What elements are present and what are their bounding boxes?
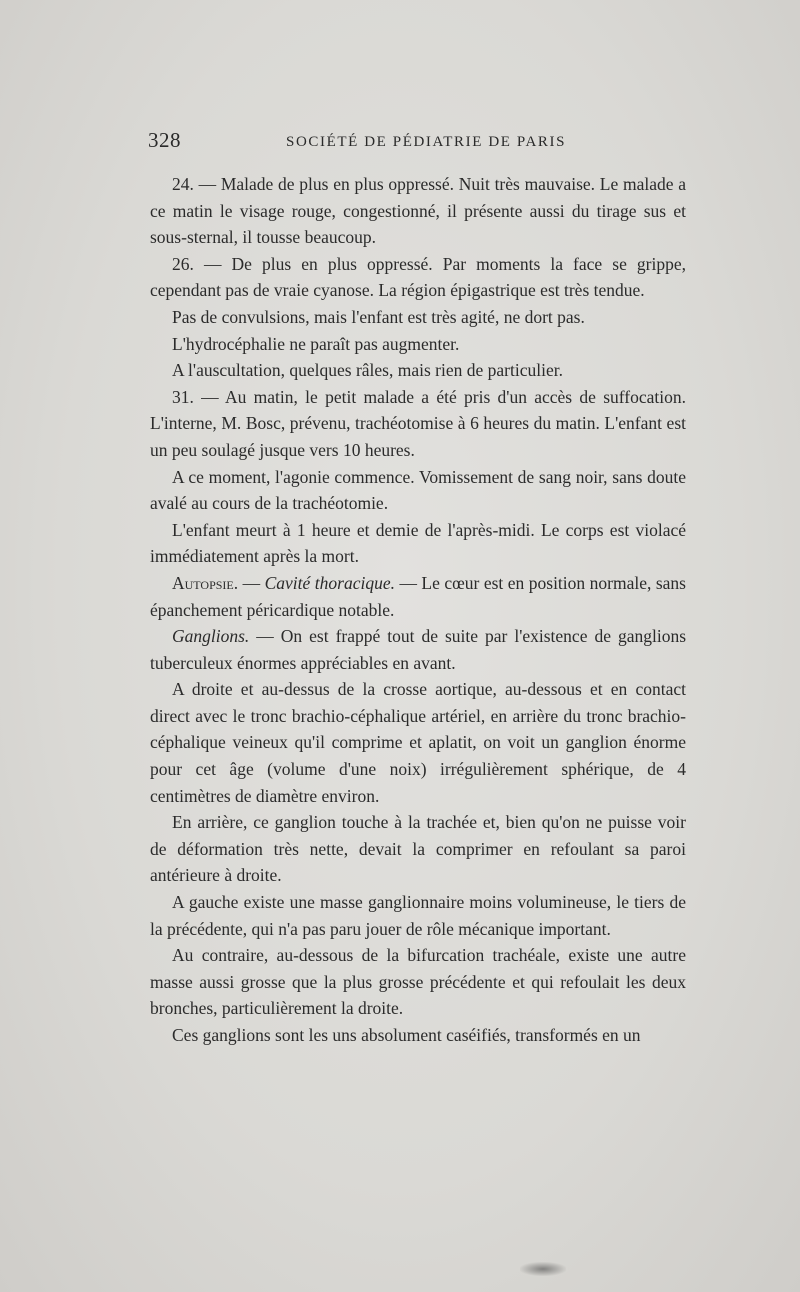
paragraph: Ces ganglions sont les uns absolument caséifiés, transformés en un — [172, 1025, 641, 1045]
paragraph: L'enfant meurt à 1 heure et demie de l'après-midi. Le corps est violacé immédiatement après la mort. — [150, 519, 686, 567]
paragraph: 31. — Au matin, le petit malade a été pris d'un accès de suffocation. L'interne, M. Bosc, prévenu, trachéotomise à 6 heures du matin. L'enfant est un peu soulagé jusque vers 10 heures. — [150, 386, 686, 460]
autopsy-label: Autopsie. — [172, 572, 239, 593]
autopsy-section: Cavité thoracique. — [264, 572, 395, 593]
body-text — [150, 171, 686, 1049]
paragraph: A l'auscultation, quelques râles, mais rien de particulier. — [172, 360, 563, 381]
ganglions-paragraph — [150, 623, 686, 676]
paragraph: A gauche existe une masse ganglionnaire moins volumineuse, le tiers de la précédente, qui n'a pas paru jouer de rôle mécanique important. — [150, 892, 686, 939]
ganglions-label: Ganglions. — [172, 626, 250, 647]
paragraph: Pas de convulsions, mais l'enfant est très agité, ne dort pas. — [172, 306, 585, 327]
paragraph: 26. — De plus en plus oppressé. Par moments la face se grippe, cependant pas de vraie cyanose. La région épigastrique est très tendue. — [150, 253, 686, 301]
paragraph: A ce moment, l'agonie commence. Vomissement de sang noir, sans doute avalé au cours de la trachéotomie. — [150, 466, 686, 514]
autopsy-dash: — — [238, 572, 265, 593]
ink-smudge — [520, 1262, 566, 1276]
ganglions-text: — On est frappé tout de suite par l'existence de ganglions tuberculeux énormes appréciables en avant. — [150, 626, 686, 673]
running-head: SOCIÉTÉ DE PÉDIATRIE DE PARIS — [286, 134, 567, 150]
autopsy-text: — Le cœur est en position normale, sans épanchement péricardique notable. — [150, 572, 686, 620]
paragraph: En arrière, ce ganglion touche à la trachée et, bien qu'on ne puisse voir de déformation très nette, devait la comprimer en refoulant sa paroi antérieure à droite. — [150, 812, 686, 886]
page-header — [148, 128, 688, 158]
paragraph: A droite et au-dessus de la crosse aortique, au-dessous et en contact direct avec le tronc brachio-céphalique artériel, en arrière du tronc brachio-céphalique veineux qu'il comprime et aplatit, on voit un ganglion énorme pour cet âge (volume d'une noix) irrégulièrement sphérique, de 4 centimètres de diamètre environ. — [150, 679, 686, 806]
paragraph: 24. — Malade de plus en plus oppressé. Nuit très mauvaise. Le malade a ce matin le visage rouge, congestionné, il présente aussi du tirage sus et sous-sternal, il tousse beaucoup. — [150, 174, 686, 248]
page-number: 328 — [148, 128, 181, 152]
paragraph: Au contraire, au-dessous de la bifurcation trachéale, existe une autre masse aussi grosse que la plus grosse précédente et qui refoulait les deux bronches, particulièrement la droite. — [150, 945, 686, 1019]
autopsy-paragraph — [150, 570, 686, 623]
paragraph: L'hydrocéphalie ne paraît pas augmenter. — [172, 333, 460, 354]
